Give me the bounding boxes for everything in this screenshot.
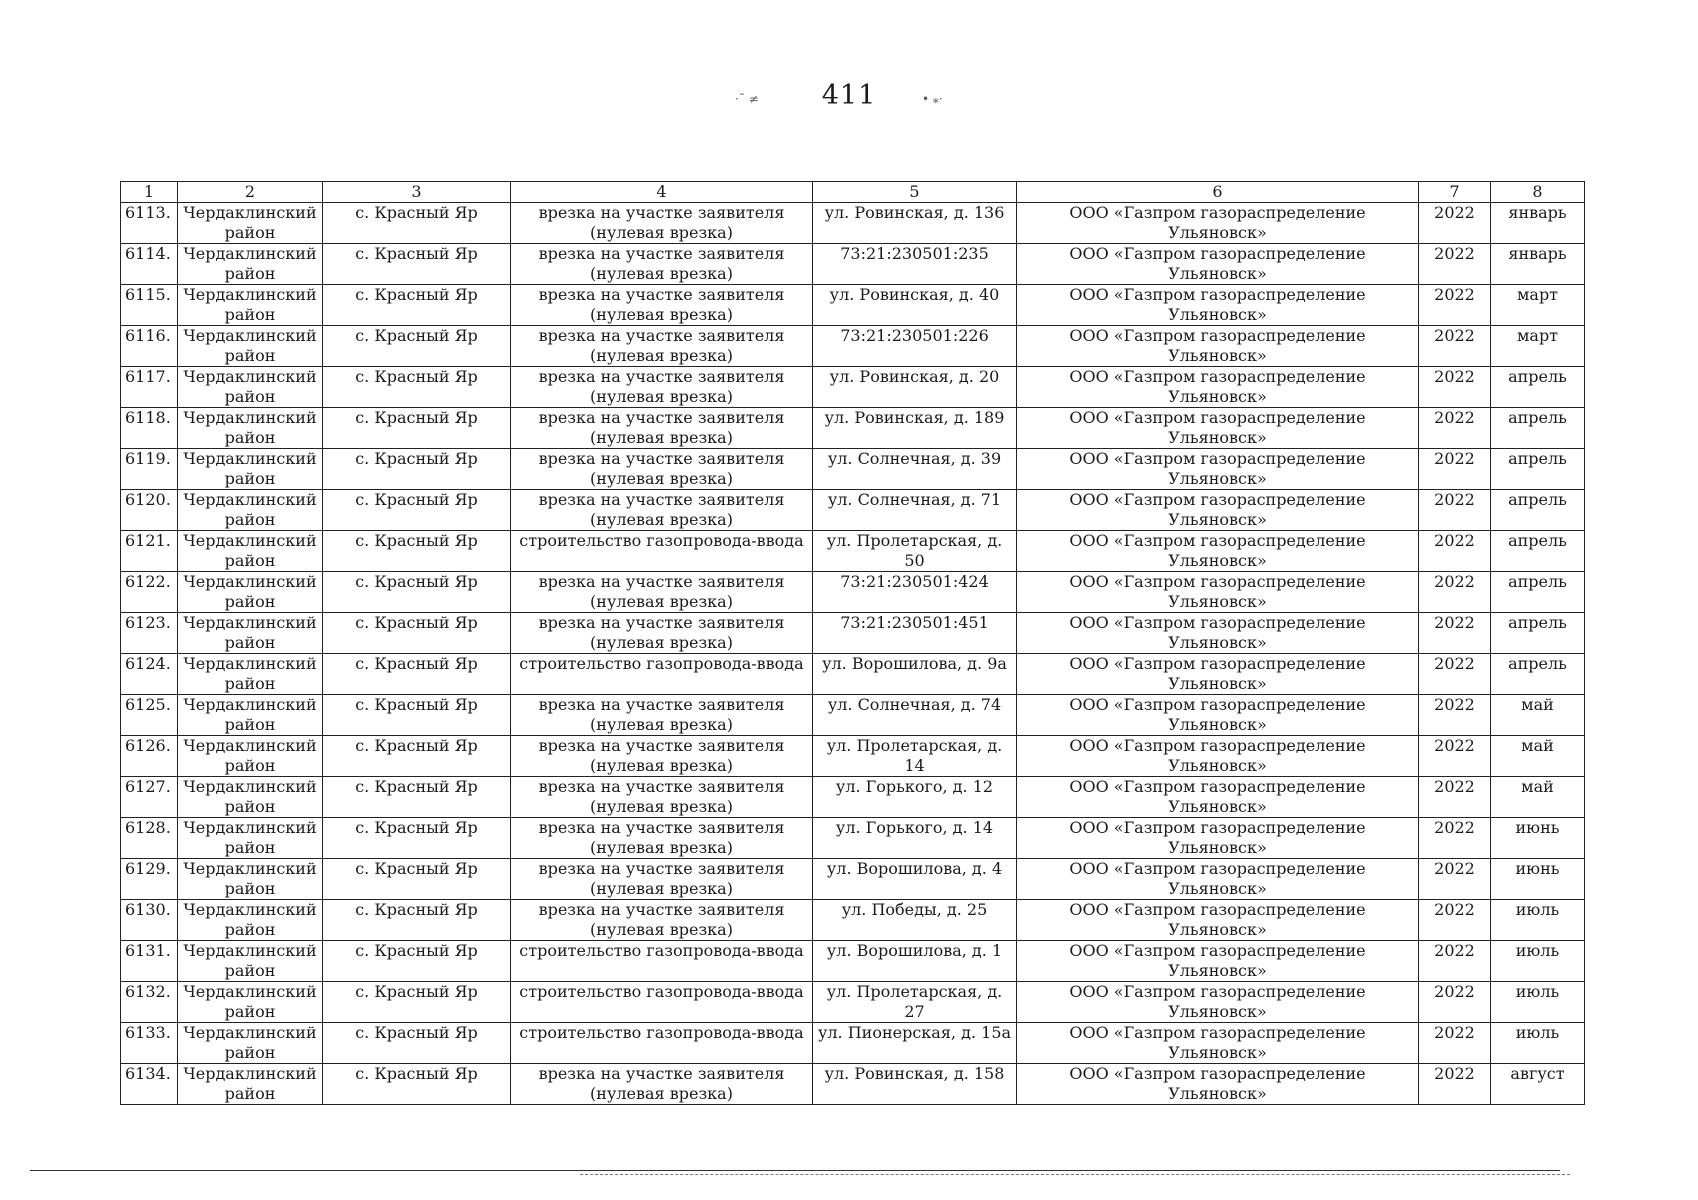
- table-row: [121, 572, 1585, 613]
- address-cell: ул. Пионерская, д. 15а: [813, 1023, 1017, 1064]
- month-cell: июнь: [1491, 859, 1585, 900]
- district-cell: Чердаклинский район: [178, 531, 323, 572]
- settlement-cell: с. Красный Яр: [323, 859, 511, 900]
- work-type-cell: врезка на участке заявителя (нулевая врезка): [511, 203, 813, 244]
- work-type-cell: врезка на участке заявителя (нулевая врезка): [511, 613, 813, 654]
- work-type-cell: врезка на участке заявителя (нулевая врезка): [511, 900, 813, 941]
- work-type-cell: врезка на участке заявителя (нулевая врезка): [511, 695, 813, 736]
- organization-cell: ООО «Газпром газораспределение Ульяновск»: [1017, 490, 1419, 531]
- address-cell: 73:21:230501:451: [813, 613, 1017, 654]
- table-row: [121, 777, 1585, 818]
- organization-cell: ООО «Газпром газораспределение Ульяновск»: [1017, 900, 1419, 941]
- work-type-cell: врезка на участке заявителя (нулевая врезка): [511, 244, 813, 285]
- month-cell: апрель: [1491, 367, 1585, 408]
- month-cell: июль: [1491, 900, 1585, 941]
- district-cell: Чердаклинский район: [178, 1064, 323, 1105]
- bottom-rule: [30, 1170, 1560, 1171]
- row-number-cell: 6117.: [121, 367, 178, 408]
- table-row: [121, 490, 1585, 531]
- row-number-cell: 6114.: [121, 244, 178, 285]
- organization-cell: ООО «Газпром газораспределение Ульяновск»: [1017, 531, 1419, 572]
- month-cell: июль: [1491, 941, 1585, 982]
- column-header: 6: [1017, 182, 1419, 203]
- column-header: 4: [511, 182, 813, 203]
- row-number-cell: 6133.: [121, 1023, 178, 1064]
- table-row: [121, 367, 1585, 408]
- month-cell: июль: [1491, 982, 1585, 1023]
- table-row: [121, 941, 1585, 982]
- organization-cell: ООО «Газпром газораспределение Ульяновск»: [1017, 777, 1419, 818]
- address-cell: ул. Солнечная, д. 39: [813, 449, 1017, 490]
- table-row: [121, 859, 1585, 900]
- month-cell: июль: [1491, 1023, 1585, 1064]
- month-cell: апрель: [1491, 613, 1585, 654]
- column-header: 3: [323, 182, 511, 203]
- settlement-cell: с. Красный Яр: [323, 695, 511, 736]
- district-cell: Чердаклинский район: [178, 613, 323, 654]
- organization-cell: ООО «Газпром газораспределение Ульяновск»: [1017, 982, 1419, 1023]
- year-cell: 2022: [1419, 367, 1491, 408]
- settlement-cell: с. Красный Яр: [323, 736, 511, 777]
- year-cell: 2022: [1419, 613, 1491, 654]
- settlement-cell: с. Красный Яр: [323, 1064, 511, 1105]
- settlement-cell: с. Красный Яр: [323, 326, 511, 367]
- settlement-cell: с. Красный Яр: [323, 613, 511, 654]
- year-cell: 2022: [1419, 572, 1491, 613]
- address-cell: ул. Ровинская, д. 40: [813, 285, 1017, 326]
- district-cell: Чердаклинский район: [178, 695, 323, 736]
- work-type-cell: строительство газопровода-ввода: [511, 982, 813, 1023]
- month-cell: апрель: [1491, 654, 1585, 695]
- table-row: [121, 982, 1585, 1023]
- organization-cell: ООО «Газпром газораспределение Ульяновск»: [1017, 408, 1419, 449]
- month-cell: апрель: [1491, 531, 1585, 572]
- organization-cell: ООО «Газпром газораспределение Ульяновск»: [1017, 941, 1419, 982]
- month-cell: январь: [1491, 244, 1585, 285]
- address-cell: ул. Пролетарская, д. 14: [813, 736, 1017, 777]
- column-header: 8: [1491, 182, 1585, 203]
- work-type-cell: строительство газопровода-ввода: [511, 531, 813, 572]
- year-cell: 2022: [1419, 654, 1491, 695]
- settlement-cell: с. Красный Яр: [323, 572, 511, 613]
- column-header: 1: [121, 182, 178, 203]
- row-number-cell: 6119.: [121, 449, 178, 490]
- row-number-cell: 6130.: [121, 900, 178, 941]
- row-number-cell: 6123.: [121, 613, 178, 654]
- district-cell: Чердаклинский район: [178, 818, 323, 859]
- district-cell: Чердаклинский район: [178, 1023, 323, 1064]
- district-cell: Чердаклинский район: [178, 572, 323, 613]
- district-cell: Чердаклинский район: [178, 285, 323, 326]
- district-cell: Чердаклинский район: [178, 982, 323, 1023]
- settlement-cell: с. Красный Яр: [323, 408, 511, 449]
- table-row: [121, 203, 1585, 244]
- row-number-cell: 6122.: [121, 572, 178, 613]
- organization-cell: ООО «Газпром газораспределение Ульяновск»: [1017, 818, 1419, 859]
- work-type-cell: строительство газопровода-ввода: [511, 941, 813, 982]
- row-number-cell: 6132.: [121, 982, 178, 1023]
- month-cell: апрель: [1491, 408, 1585, 449]
- district-cell: Чердаклинский район: [178, 859, 323, 900]
- row-number-cell: 6127.: [121, 777, 178, 818]
- month-cell: март: [1491, 326, 1585, 367]
- row-number-cell: 6134.: [121, 1064, 178, 1105]
- table-row: [121, 244, 1585, 285]
- organization-cell: ООО «Газпром газораспределение Ульяновск»: [1017, 695, 1419, 736]
- year-cell: 2022: [1419, 326, 1491, 367]
- organization-cell: ООО «Газпром газораспределение Ульяновск»: [1017, 572, 1419, 613]
- table-row: [121, 736, 1585, 777]
- district-cell: Чердаклинский район: [178, 490, 323, 531]
- work-type-cell: врезка на участке заявителя (нулевая врезка): [511, 285, 813, 326]
- year-cell: 2022: [1419, 408, 1491, 449]
- address-cell: ул. Горького, д. 14: [813, 818, 1017, 859]
- year-cell: 2022: [1419, 531, 1491, 572]
- district-cell: Чердаклинский район: [178, 449, 323, 490]
- table-row: [121, 613, 1585, 654]
- address-cell: ул. Солнечная, д. 71: [813, 490, 1017, 531]
- settlement-cell: с. Красный Яр: [323, 244, 511, 285]
- settlement-cell: с. Красный Яр: [323, 449, 511, 490]
- district-cell: Чердаклинский район: [178, 777, 323, 818]
- settlement-cell: с. Красный Яр: [323, 531, 511, 572]
- address-cell: ул. Победы, д. 25: [813, 900, 1017, 941]
- year-cell: 2022: [1419, 818, 1491, 859]
- year-cell: 2022: [1419, 449, 1491, 490]
- table-row: [121, 818, 1585, 859]
- row-number-cell: 6129.: [121, 859, 178, 900]
- settlement-cell: с. Красный Яр: [323, 1023, 511, 1064]
- row-number-cell: 6126.: [121, 736, 178, 777]
- month-cell: август: [1491, 1064, 1585, 1105]
- organization-cell: ООО «Газпром газораспределение Ульяновск»: [1017, 326, 1419, 367]
- year-cell: 2022: [1419, 285, 1491, 326]
- month-cell: май: [1491, 736, 1585, 777]
- row-number-cell: 6116.: [121, 326, 178, 367]
- work-type-cell: врезка на участке заявителя (нулевая врезка): [511, 859, 813, 900]
- district-cell: Чердаклинский район: [178, 654, 323, 695]
- address-cell: ул. Ровинская, д. 136: [813, 203, 1017, 244]
- registry-table: [120, 181, 1585, 1105]
- settlement-cell: с. Красный Яр: [323, 818, 511, 859]
- row-number-cell: 6125.: [121, 695, 178, 736]
- year-cell: 2022: [1419, 736, 1491, 777]
- month-cell: май: [1491, 777, 1585, 818]
- scan-smudge: • ⁎·: [922, 92, 943, 106]
- column-header: 5: [813, 182, 1017, 203]
- row-number-cell: 6128.: [121, 818, 178, 859]
- organization-cell: ООО «Газпром газораспределение Ульяновск»: [1017, 1064, 1419, 1105]
- page-number: 411: [821, 80, 877, 111]
- address-cell: ул. Ворошилова, д. 9а: [813, 654, 1017, 695]
- work-type-cell: врезка на участке заявителя (нулевая врезка): [511, 736, 813, 777]
- column-header: 7: [1419, 182, 1491, 203]
- address-cell: ул. Пролетарская, д. 50: [813, 531, 1017, 572]
- settlement-cell: с. Красный Яр: [323, 777, 511, 818]
- district-cell: Чердаклинский район: [178, 326, 323, 367]
- work-type-cell: строительство газопровода-ввода: [511, 1023, 813, 1064]
- settlement-cell: с. Красный Яр: [323, 490, 511, 531]
- table-row: [121, 531, 1585, 572]
- year-cell: 2022: [1419, 695, 1491, 736]
- month-cell: апрель: [1491, 572, 1585, 613]
- year-cell: 2022: [1419, 859, 1491, 900]
- settlement-cell: с. Красный Яр: [323, 285, 511, 326]
- row-number-cell: 6113.: [121, 203, 178, 244]
- row-number-cell: 6118.: [121, 408, 178, 449]
- year-cell: 2022: [1419, 900, 1491, 941]
- address-cell: 73:21:230501:235: [813, 244, 1017, 285]
- year-cell: 2022: [1419, 941, 1491, 982]
- work-type-cell: врезка на участке заявителя (нулевая врезка): [511, 818, 813, 859]
- district-cell: Чердаклинский район: [178, 203, 323, 244]
- month-cell: апрель: [1491, 449, 1585, 490]
- table-row: [121, 654, 1585, 695]
- organization-cell: ООО «Газпром газораспределение Ульяновск»: [1017, 736, 1419, 777]
- year-cell: 2022: [1419, 777, 1491, 818]
- address-cell: ул. Ровинская, д. 189: [813, 408, 1017, 449]
- address-cell: ул. Ровинская, д. 158: [813, 1064, 1017, 1105]
- table-row: [121, 408, 1585, 449]
- district-cell: Чердаклинский район: [178, 900, 323, 941]
- registry-body: [121, 203, 1585, 1105]
- row-number-cell: 6124.: [121, 654, 178, 695]
- organization-cell: ООО «Газпром газораспределение Ульяновск»: [1017, 203, 1419, 244]
- district-cell: Чердаклинский район: [178, 367, 323, 408]
- settlement-cell: с. Красный Яр: [323, 982, 511, 1023]
- address-cell: ул. Ровинская, д. 20: [813, 367, 1017, 408]
- scan-smudge: ·˜ ≠: [735, 92, 759, 106]
- settlement-cell: с. Красный Яр: [323, 203, 511, 244]
- work-type-cell: врезка на участке заявителя (нулевая врезка): [511, 408, 813, 449]
- work-type-cell: врезка на участке заявителя (нулевая врезка): [511, 326, 813, 367]
- organization-cell: ООО «Газпром газораспределение Ульяновск»: [1017, 859, 1419, 900]
- table-row: [121, 326, 1585, 367]
- address-cell: ул. Ворошилова, д. 4: [813, 859, 1017, 900]
- address-cell: 73:21:230501:424: [813, 572, 1017, 613]
- organization-cell: ООО «Газпром газораспределение Ульяновск»: [1017, 654, 1419, 695]
- row-number-cell: 6131.: [121, 941, 178, 982]
- row-number-cell: 6120.: [121, 490, 178, 531]
- year-cell: 2022: [1419, 1064, 1491, 1105]
- address-cell: 73:21:230501:226: [813, 326, 1017, 367]
- organization-cell: ООО «Газпром газораспределение Ульяновск»: [1017, 244, 1419, 285]
- organization-cell: ООО «Газпром газораспределение Ульяновск»: [1017, 1023, 1419, 1064]
- organization-cell: ООО «Газпром газораспределение Ульяновск»: [1017, 367, 1419, 408]
- column-number-row: [121, 182, 1585, 203]
- work-type-cell: врезка на участке заявителя (нулевая врезка): [511, 367, 813, 408]
- work-type-cell: врезка на участке заявителя (нулевая врезка): [511, 777, 813, 818]
- table-row: [121, 900, 1585, 941]
- district-cell: Чердаклинский район: [178, 244, 323, 285]
- month-cell: январь: [1491, 203, 1585, 244]
- year-cell: 2022: [1419, 244, 1491, 285]
- work-type-cell: строительство газопровода-ввода: [511, 654, 813, 695]
- district-cell: Чердаклинский район: [178, 736, 323, 777]
- table-row: [121, 285, 1585, 326]
- work-type-cell: врезка на участке заявителя (нулевая врезка): [511, 1064, 813, 1105]
- month-cell: март: [1491, 285, 1585, 326]
- district-cell: Чердаклинский район: [178, 941, 323, 982]
- row-number-cell: 6121.: [121, 531, 178, 572]
- year-cell: 2022: [1419, 982, 1491, 1023]
- address-cell: ул. Солнечная, д. 74: [813, 695, 1017, 736]
- work-type-cell: врезка на участке заявителя (нулевая врезка): [511, 572, 813, 613]
- bottom-rule-dashed: [580, 1174, 1570, 1175]
- address-cell: ул. Ворошилова, д. 1: [813, 941, 1017, 982]
- address-cell: ул. Горького, д. 12: [813, 777, 1017, 818]
- organization-cell: ООО «Газпром газораспределение Ульяновск»: [1017, 449, 1419, 490]
- settlement-cell: с. Красный Яр: [323, 654, 511, 695]
- district-cell: Чердаклинский район: [178, 408, 323, 449]
- year-cell: 2022: [1419, 1023, 1491, 1064]
- table-row: [121, 1023, 1585, 1064]
- column-header: 2: [178, 182, 323, 203]
- month-cell: май: [1491, 695, 1585, 736]
- address-cell: ул. Пролетарская, д. 27: [813, 982, 1017, 1023]
- organization-cell: ООО «Газпром газораспределение Ульяновск»: [1017, 285, 1419, 326]
- year-cell: 2022: [1419, 203, 1491, 244]
- settlement-cell: с. Красный Яр: [323, 367, 511, 408]
- table-row: [121, 695, 1585, 736]
- table-row: [121, 1064, 1585, 1105]
- year-cell: 2022: [1419, 490, 1491, 531]
- organization-cell: ООО «Газпром газораспределение Ульяновск»: [1017, 613, 1419, 654]
- work-type-cell: врезка на участке заявителя (нулевая врезка): [511, 449, 813, 490]
- table-row: [121, 449, 1585, 490]
- month-cell: апрель: [1491, 490, 1585, 531]
- settlement-cell: с. Красный Яр: [323, 900, 511, 941]
- month-cell: июнь: [1491, 818, 1585, 859]
- work-type-cell: врезка на участке заявителя (нулевая врезка): [511, 490, 813, 531]
- row-number-cell: 6115.: [121, 285, 178, 326]
- settlement-cell: с. Красный Яр: [323, 941, 511, 982]
